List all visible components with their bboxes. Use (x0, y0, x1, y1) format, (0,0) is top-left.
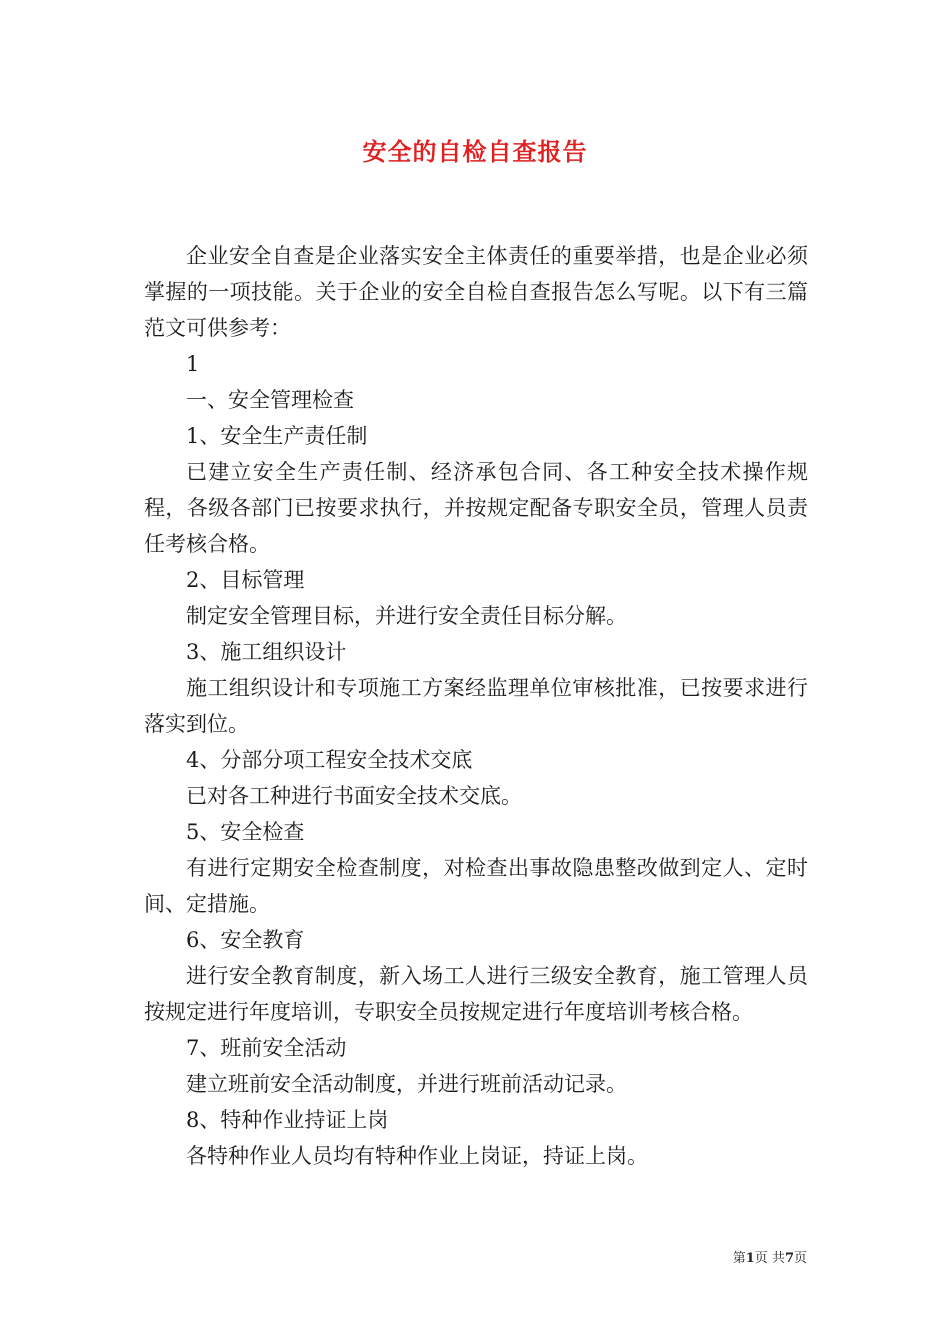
footer-prefix: 第 (732, 1251, 746, 1266)
paragraph: 已建立安全生产责任制、经济承包合同、各工种安全技术操作规程，各级各部门已按要求执行，并按规定配备专职安全员，管理人员责任考核合格。 (144, 460, 808, 556)
item-heading: 4、分部分项工程安全技术交底 (186, 748, 473, 772)
footer-suffix: 页 (793, 1251, 807, 1266)
item-heading: 3、施工组织设计 (186, 640, 347, 664)
item-heading: 6、安全教育 (186, 928, 305, 952)
section-heading: 一、安全管理检查 (186, 388, 354, 412)
paragraph: 进行安全教育制度，新入场工人进行三级安全教育，施工管理人员按规定进行年度培训，专职安全员按规定进行年度培训考核合格。 (144, 964, 808, 1024)
paragraph: 施工组织设计和专项施工方案经监理单位审核批准，已按要求进行落实到位。 (144, 676, 808, 736)
item-heading: 7、班前安全活动 (186, 1036, 347, 1060)
paragraph: 各特种作业人员均有特种作业上岗证，持证上岗。 (186, 1144, 648, 1168)
paragraph: 1 (186, 352, 200, 376)
paragraph: 制定安全管理目标，并进行安全责任目标分解。 (186, 604, 627, 628)
current-page-number: 1 (745, 1251, 755, 1266)
paragraph: 建立班前安全活动制度，并进行班前活动记录。 (186, 1072, 627, 1096)
paragraph: 已对各工种进行书面安全技术交底。 (186, 784, 522, 808)
document-title: 安全的自检自查报告 (362, 137, 588, 166)
paragraph: 企业安全自查是企业落实安全主体责任的重要举措，也是企业必须掌握的一项技能。关于企业的安全自检自查报告怎么写呢。以下有三篇范文可供参考： (144, 244, 808, 340)
item-heading: 5、安全检查 (186, 820, 305, 844)
document-body (144, 238, 808, 1174)
item-heading: 1、安全生产责任制 (186, 424, 368, 448)
total-pages-number: 7 (784, 1251, 794, 1266)
page-footer (733, 1247, 807, 1266)
item-heading: 8、特种作业持证上岗 (186, 1108, 389, 1132)
item-heading: 2、目标管理 (186, 568, 305, 592)
paragraph: 有进行定期安全检查制度，对检查出事故隐患整改做到定人、定时间、定措施。 (144, 856, 808, 916)
footer-middle: 页 共 (754, 1251, 785, 1266)
